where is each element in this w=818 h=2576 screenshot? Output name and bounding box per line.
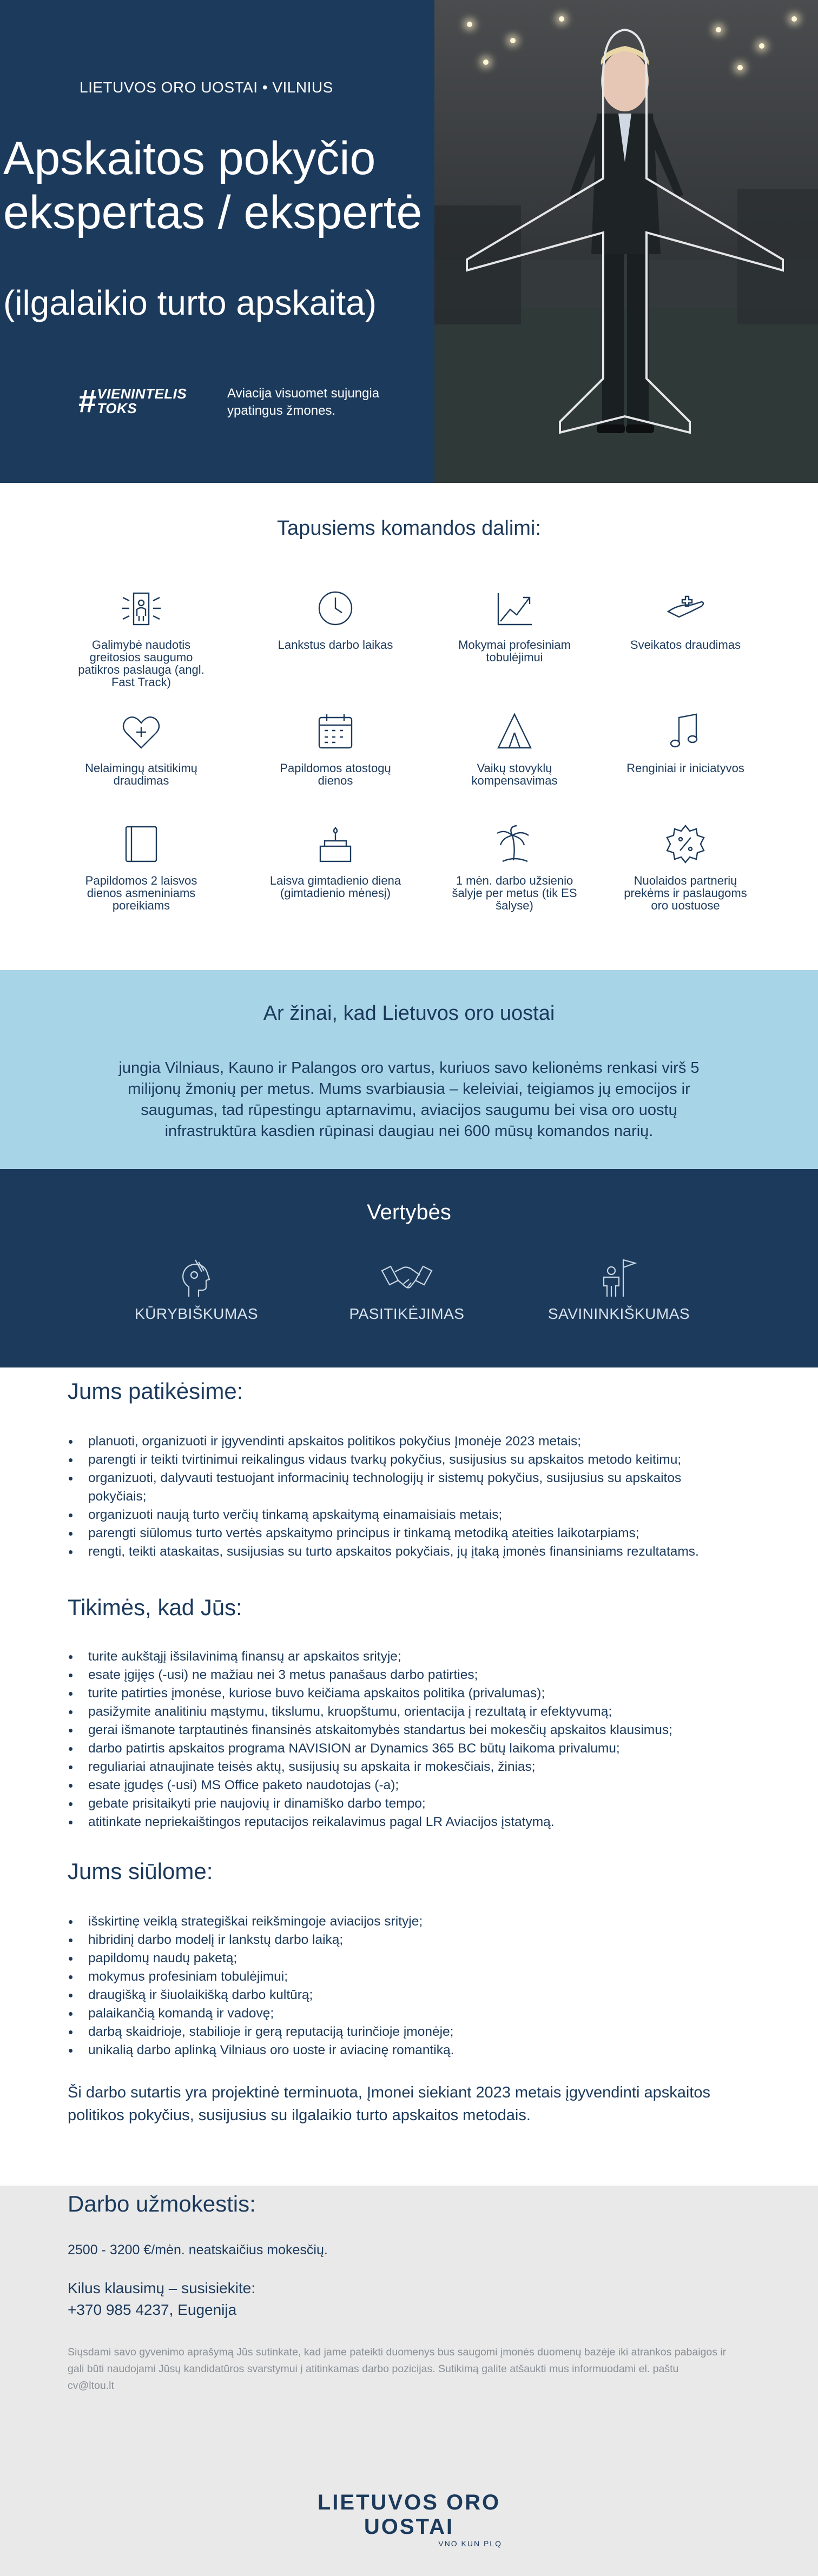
- job-title: Apskaitos pokyčio ekspertas / ekspertė: [3, 132, 423, 238]
- list-item: hibridinį darbo modelį ir lankstų darbo laiką;: [68, 1931, 717, 1949]
- contact-phone[interactable]: +370 985 4237, Eugenija: [68, 2301, 237, 2318]
- discount-badge-icon: [663, 821, 708, 867]
- health-hand-icon: [663, 586, 708, 631]
- benefit-label: 1 mėn. darbo užsienio šalyje per metus (tik ES šalyse): [452, 874, 577, 912]
- list-item: mokymus profesiniam tobulėjimui;: [68, 1968, 717, 1986]
- values-section: [0, 1169, 818, 1367]
- list-item: turite aukštąjį išsilavinimą finansų ar apskaitos srityje;: [68, 1648, 717, 1666]
- benefits-section: [0, 483, 818, 970]
- about-company-section: [0, 970, 818, 1169]
- benefit-label: Laisva gimtadienio diena (gimtadienio mėnesį): [269, 874, 401, 900]
- values-title: Vertybės: [367, 1200, 451, 1224]
- contract-note: Ši darbo sutartis yra projektinė terminuota, Įmonei siekiant 2023 metais įgyvendinti apskaitos politikos pokyčius, susijusius su ilgalaikio turto apskaitos metodais.: [68, 2084, 710, 2124]
- list-item: reguliariai atnaujinate teisės aktų, susijusių su apskaita ir mokesčiais, žinias;: [68, 1758, 717, 1776]
- handshake-icon: [380, 1256, 434, 1301]
- list-item: papildomų naudų paketą;: [68, 1949, 717, 1968]
- hashtag-logo: [78, 385, 187, 417]
- benefit-extra-vacation: [265, 709, 406, 787]
- benefit-work-abroad: [444, 821, 585, 912]
- list-item: esate įgijęs (-usi) ne mažiau nei 3 metus panašaus darbo patirties;: [68, 1666, 717, 1684]
- list-item: draugišką ir šiuolaikišką darbo kultūrą;: [68, 1986, 717, 2004]
- benefits-title: Tapusiems komandos dalimi:: [277, 517, 541, 540]
- benefit-personal-days: [71, 821, 212, 912]
- hashtag-line-1: VIENINTELIS: [97, 386, 187, 402]
- palm-tree-icon: [492, 821, 537, 867]
- hero-text-panel: [0, 0, 434, 483]
- hashtag-line-2: TOKS: [97, 400, 137, 416]
- contact-prompt: Kilus klausimų – susisiekite:: [68, 2280, 256, 2296]
- offer-title: Jums siūlome:: [68, 1858, 213, 1884]
- list-item: organizuoti naują turto verčių tinkamą apskaitymą einamaisiais metais;: [68, 1506, 717, 1524]
- duties-list: [68, 1432, 818, 1561]
- benefit-training: [444, 586, 585, 663]
- benefit-fast-track: [71, 586, 212, 688]
- value-label: KŪRYBIŠKUMAS: [135, 1305, 258, 1322]
- list-item: parengti ir teikti tvirtinimui reikalingus vidaus tvarkų pokyčius, susijusius su apskaitos metodo keitimu;: [68, 1451, 717, 1469]
- benefit-birthday: [265, 821, 406, 899]
- hero-photo: [434, 0, 818, 483]
- list-item: planuoti, organizuoti ir įgyvendinti apskaitos politikos pokyčius Įmonėje 2023 metais;: [68, 1432, 717, 1451]
- value-label: SAVININKIŠKUMAS: [547, 1305, 690, 1322]
- clock-icon: [313, 586, 358, 631]
- heart-plus-icon: [118, 709, 164, 754]
- value-ownership: [522, 1256, 716, 1323]
- job-subtitle: (ilgalaikio turto apskaita): [3, 283, 377, 322]
- list-item: organizuoti, dalyvauti testuojant informacinių technologijų ir sistemų pokyčius, susijusius su apskaitos pokyčiais;: [68, 1469, 717, 1506]
- list-item: rengti, teikti ataskaitas, susijusias su turto apskaitos pokyčiais, jų įtaką įmonės finansiniams rezultatams.: [68, 1543, 717, 1561]
- benefit-label: Galimybė naudotis greitosios saugumo patikros paslauga (angl. Fast Track): [78, 638, 205, 689]
- benefit-label: Sveikatos draudimas: [630, 638, 741, 652]
- fast-track-icon: [118, 586, 164, 631]
- birthday-cake-icon: [313, 821, 358, 867]
- list-item: turite patirties įmonėse, kuriose buvo keičiama apskaitos politika (privalumas);: [68, 1684, 717, 1703]
- list-item: darbą skaidrioje, stabilioje ir gerą reputaciją turinčioje įmonėje;: [68, 2023, 717, 2041]
- benefit-health-insurance: [615, 586, 756, 651]
- logo-wordmark: LIETUVOS ORO UOSTAI: [317, 2491, 501, 2539]
- list-item: parengti siūlomus turto vertės apskaitymo principus ir tinkamą metodiką ateities laikotarpiams;: [68, 1524, 717, 1543]
- salary-range: 2500 - 3200 €/mėn. neatskaičius mokesčių.: [68, 2242, 328, 2258]
- value-trust: [309, 1256, 504, 1323]
- benefit-kids-camps: [444, 709, 585, 787]
- benefit-label: Lankstus darbo laikas: [278, 638, 393, 652]
- contact-info: [68, 2278, 255, 2321]
- benefit-flexible-hours: [265, 586, 406, 651]
- music-note-icon: [663, 709, 708, 754]
- about-title: Ar žinai, kad Lietuvos oro uostai: [263, 1002, 555, 1025]
- flag-person-icon: [596, 1256, 642, 1301]
- company-location-label: LIETUVOS ORO UOSTAI • VILNIUS: [80, 79, 333, 96]
- list-item: gerai išmanote tarptautinės finansinės atskaitomybės standartus bei mokesčių apskaitos klausimus;: [68, 1721, 717, 1740]
- list-item: pasižymite analitiniu mąstymu, tikslumu, kruopštumu, orientacija į rezultatą ir efektyvumą;: [68, 1703, 717, 1721]
- requirements-list: [68, 1648, 818, 1831]
- hero-tagline: Aviacija visuomet sujungia ypatingus žmones.: [227, 386, 380, 418]
- list-item: išskirtinę veiklą strategiškai reikšmingoje aviacijos srityje;: [68, 1913, 717, 1931]
- list-item: esate įgudęs (-usi) MS Office paketo naudotojas (-a);: [68, 1776, 717, 1795]
- company-logo: [316, 2491, 502, 2548]
- list-item: unikalią darbo aplinką Vilniaus oro uoste ir aviacinę romantiką.: [68, 2041, 717, 2060]
- list-item: gebate prisitaikyti prie naujovių ir dinamiško darbo tempo;: [68, 1795, 717, 1813]
- book-icon: [118, 821, 164, 867]
- benefit-label: Papildomos 2 laisvos dienos asmeniniams poreikiams: [85, 874, 197, 912]
- tent-icon: [492, 709, 537, 754]
- growth-chart-icon: [492, 586, 537, 631]
- benefit-label: Nuolaidos partnerių prekėms ir paslaugoms oro uostuose: [624, 874, 747, 912]
- hash-icon: #: [78, 383, 96, 419]
- benefit-label: Nelaimingų atsitikimų draudimas: [85, 761, 197, 787]
- benefit-accident-insurance: [71, 709, 212, 787]
- value-creativity: [99, 1256, 294, 1323]
- list-item: darbo patirtis apskaitos programa NAVISION ar Dynamics 365 BC būtų laikoma privalumu;: [68, 1740, 717, 1758]
- calendar-icon: [313, 709, 358, 754]
- offer-list: [68, 1913, 818, 2060]
- benefit-label: Vaikų stovyklų kompensavimas: [471, 761, 558, 787]
- benefit-events: [615, 709, 756, 774]
- duties-title: Jums patikėsime:: [68, 1378, 243, 1404]
- benefit-partner-discounts: [615, 821, 756, 912]
- job-details-section: [0, 1367, 818, 2186]
- about-text: jungia Vilniaus, Kauno ir Palangos oro vartus, kuriuos savo kelionėms renkasi virš 5 milijonų žmonių per metus. Mums svarbiausia – keleiviai, teigiamos jų emocijos ir saugumas, tad rūpestingu aptarnavimu, aviacijos saugumu bei visa oro uostų infrastruktūra kasdien rūpinasi daugiau nei 600 mūsų komandos narių.: [118, 1059, 700, 1140]
- hero-banner: [0, 0, 818, 483]
- benefit-label: Mokymai profesiniam tobulėjimui: [458, 638, 571, 664]
- list-item: atitinkate nepriekaištingos reputacijos reikalavimus pagal LR Aviacijos įstatymą.: [68, 1813, 717, 1831]
- benefit-label: Renginiai ir iniciatyvos: [626, 761, 744, 775]
- value-label: PASITIKĖJIMAS: [349, 1305, 465, 1322]
- salary-title: Darbo užmokestis:: [68, 2191, 256, 2216]
- requirements-title: Tikimės, kad Jūs:: [68, 1595, 242, 1620]
- person-with-airplane-outline-illustration: [434, 0, 818, 483]
- logo-airport-codes: VNO KUN PLQ: [438, 2539, 502, 2548]
- footer-section: [0, 2186, 818, 2576]
- privacy-notice: Siųsdami savo gyvenimo aprašymą Jūs sutinkate, kad jame pateikti duomenys bus saugomi įmonės duomenų bazėje iki atrankos pabaigos ir gali būti naudojami Jūsų kandidatūros svarstymui į atitinkamas darbo pozicijas. Sutikimą galite atšaukti mus informuodami el. paštu cv@ltou.lt: [68, 2346, 727, 2392]
- benefit-label: Papildomos atostogų dienos: [280, 761, 391, 787]
- creativity-icon: [174, 1256, 219, 1301]
- list-item: palaikančią komandą ir vadovę;: [68, 2004, 717, 2023]
